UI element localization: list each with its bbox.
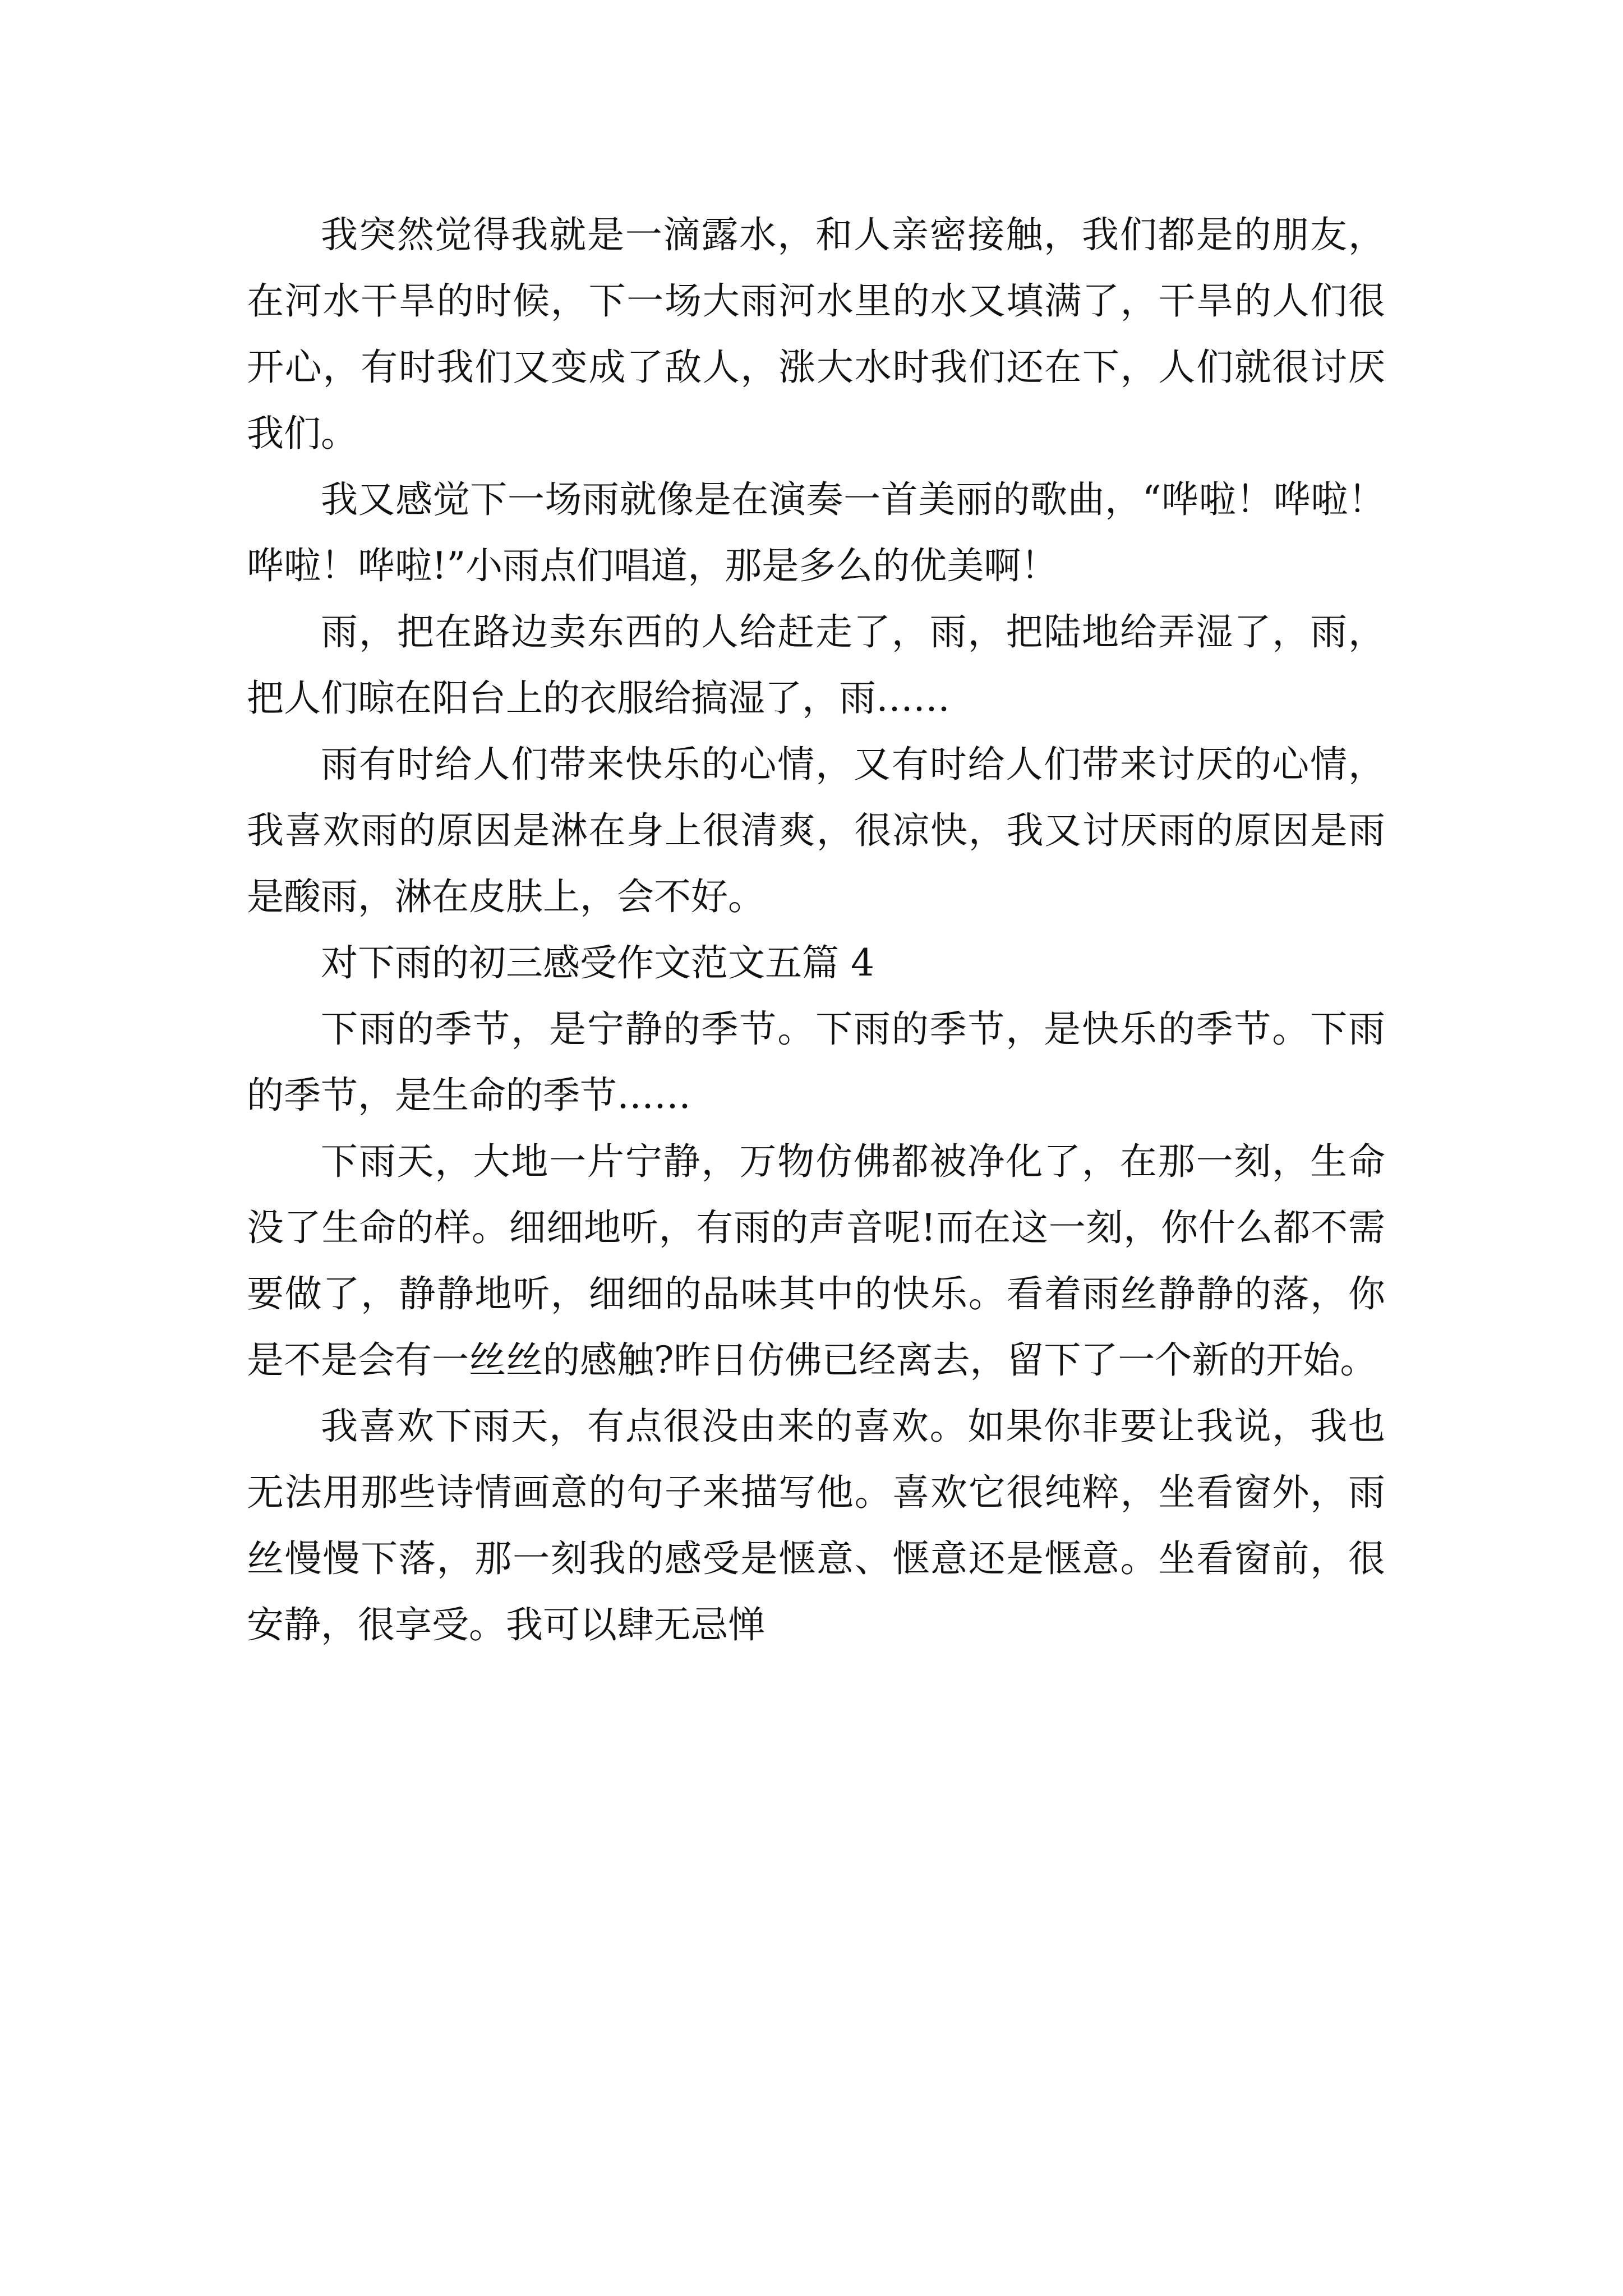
paragraph: 我喜欢下雨天，有点很没由来的喜欢。如果你非要让我说，我也无法用那些诗情画意的句子来描写他。喜欢它很纯粹，坐看窗外，雨丝慢慢下落，那一刻我的感受是惬意、惬意还是惬意。坐看窗前，很安静，很享受。我可以肆无忌惮 — [247, 1405, 1385, 1646]
paragraph: 雨有时给人们带来快乐的心情，又有时给人们带来讨厌的心情，我喜欢雨的原因是淋在身上很清爽，很凉快，我又讨厌雨的原因是雨是酸雨，淋在皮肤上，会不好。 — [247, 743, 1385, 918]
document-page — [247, 202, 1385, 1658]
paragraph: 我突然觉得我就是一滴露水，和人亲密接触，我们都是的朋友，在河水干旱的时候，下一场大雨河水里的水又填满了，干旱的人们很开心，有时我们又变成了敌人，涨大水时我们还在下，人们就很讨厌我们。 — [247, 213, 1385, 455]
paragraph: 下雨天，大地一片宁静，万物仿佛都被净化了，在那一刻，生命没了生命的样。细细地听，有雨的声音呢!而在这一刻，你什么都不需要做了，静静地听，细细的品味其中的快乐。看着雨丝静静的落，你是不是会有一丝丝的感触?昨日仿佛已经离去，留下了一个新的开始。 — [247, 1140, 1385, 1382]
paragraph: 下雨的季节，是宁静的季节。下雨的季节，是快乐的季节。下雨的季节，是生命的季节…… — [247, 1007, 1385, 1117]
paragraph: 雨，把在路边卖东西的人给赶走了，雨，把陆地给弄湿了，雨，把人们晾在阳台上的衣服给搞湿了，雨…… — [247, 610, 1385, 720]
paragraph: 我又感觉下一场雨就像是在演奏一首美丽的歌曲，“哗啦！哗啦！哗啦！哗啦!”小雨点们唱道，那是多么的优美啊！ — [247, 478, 1385, 587]
section-heading: 对下雨的初三感受作文范文五篇 4 — [321, 941, 874, 984]
